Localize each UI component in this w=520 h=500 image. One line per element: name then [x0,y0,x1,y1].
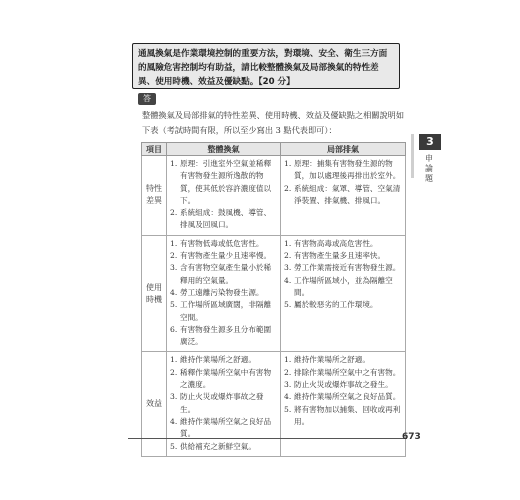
list-item [284,262,403,274]
comparison-table [141,142,406,457]
point-text: 原理：引進室外空氣並稀釋有害物發生源所逸散的物質，使其低於容許濃度值以下。 [180,159,272,205]
page-number: 673 [402,432,421,442]
list-item [170,287,278,299]
point-text: 工作場所區域小，並為隔離空間。 [294,275,393,297]
point-text: 防止火災或爆炸事故之發生。 [180,392,264,414]
point-number: 3. [170,263,178,273]
point-number: 1. [170,159,178,168]
footer-rule [128,438,407,439]
list-item [284,354,403,366]
point-number: 1. [170,355,178,365]
point-number: 3. [170,392,178,402]
list-item [284,275,403,300]
answer-badge: 答 [138,93,156,105]
row-item-label: 效益 [142,352,167,456]
list-item [170,354,278,366]
point-number: 2. [170,367,178,377]
list-item [170,299,278,324]
table-header-row [142,143,406,156]
point-text: 工作場所區域廣闊，非隔離空間。 [180,300,272,322]
question-text: 通風換氣是作業環境控制的重要方法，對環境、安全、衛生三方面的風險危害控制均有助益，請比較整體換氣及局部換氣的特性差異、使用時機、效益及優缺點。【20 分】 [138,49,388,87]
general-ventilation-cell [167,156,281,236]
point-number: 4. [284,392,292,402]
point-text: 原理：捕集有害物發生源的物質，加以處理後再排出於室外。 [294,159,401,181]
point-text: 勞工遠離污染物發生源。 [180,287,264,297]
point-number: 5. [284,404,292,414]
point-number: 3. [284,263,292,273]
chapter-label: 申論題 [425,154,433,183]
point-number: 2. [170,251,178,261]
list-item [170,250,278,262]
list-item [284,158,403,183]
point-text: 維持作業場所之舒適。 [180,355,256,365]
point-list [284,238,403,312]
list-item [284,391,403,403]
list-item [284,299,403,311]
point-text: 有害物產生量多且速率快。 [294,251,386,261]
point-number: 1. [284,238,292,248]
point-number: 1. [284,355,292,365]
point-text: 有害物發生源多且分布範圍廣泛。 [180,324,272,347]
header-item: 項目 [142,143,167,156]
point-number: 4. [284,275,292,285]
list-item [284,367,403,379]
chapter-number-tab: 3 [419,134,441,150]
point-text: 供給補充之新鮮空氣。 [180,441,256,451]
local-exhaust-cell [281,235,406,352]
point-number: 2. [284,251,292,261]
list-item [170,441,278,453]
answer-intro: 整體換氣及局部排氣的特性差異、使用時機、效益及優缺點之相關說明如下表（考試時間有限，所以至少寫出 3 點代表即可）： [142,110,405,135]
point-text: 將有害物加以捕集、回收或再利用。 [294,404,401,426]
list-item [170,367,278,392]
point-text: 有害物低毒或低危害性。 [180,238,264,248]
point-number: 2. [284,367,292,377]
point-text: 維持作業場所之舒適。 [294,355,370,365]
list-item [170,238,278,250]
list-item [284,379,403,391]
point-list [170,238,278,349]
point-number: 1. [170,238,178,248]
question-box [132,43,400,89]
point-number: 2. [284,183,292,193]
table-row [142,352,406,456]
point-number: 4. [170,416,178,426]
list-item [170,207,278,232]
point-text: 排除作業場所空氣中之有害物。 [294,367,401,377]
point-text: 勞工作業需接近有害物發生源。 [294,263,401,273]
chapter-side-rule [411,134,414,178]
point-text: 含有害物空氣產生量小於稀釋用的空氣量。 [180,263,272,285]
point-text: 維持作業場所空氣之良好品質。 [294,392,401,402]
list-item [284,183,403,208]
point-list [284,354,403,428]
general-ventilation-cell [167,352,281,456]
list-item [170,158,278,207]
list-item [170,262,278,287]
point-number: 6. [170,324,178,334]
point-text: 維持作業場所空氣之良好品質。 [180,416,272,439]
point-number: 5. [170,441,178,451]
table-row [142,156,406,236]
point-list [170,158,278,232]
row-item-label: 使用 時機 [142,235,167,352]
header-general-ventilation: 整體換氣 [167,143,281,156]
point-text: 防止火災或爆炸事故之發生。 [294,380,393,390]
point-text: 屬於較惡劣的工作環境。 [294,300,378,310]
local-exhaust-cell [281,352,406,456]
list-item [170,416,278,441]
local-exhaust-cell [281,156,406,236]
list-item [170,391,278,416]
point-number: 5. [170,300,178,310]
list-item [284,238,403,250]
list-item [284,404,403,429]
point-text: 系統組成：氣罩、導管、空氣清淨裝置、排氣機、排風口。 [294,183,401,205]
point-text: 系統組成：鼓風機、導管、排風及回風口。 [180,208,272,230]
general-ventilation-cell [167,235,281,352]
point-text: 稀釋作業場所空氣中有害物之濃度。 [180,367,272,390]
list-item [284,250,403,262]
row-item-label: 特性 差異 [142,156,167,236]
point-text: 有害物高毒或高危害性。 [294,238,378,248]
list-item [170,324,278,349]
point-number: 3. [284,380,292,390]
point-number: 1. [284,159,292,168]
point-list [284,158,403,207]
table-row [142,235,406,352]
point-number: 5. [284,300,292,310]
point-number: 2. [170,208,178,218]
point-text: 有害物產生量少且速率慢。 [180,251,272,261]
header-local-exhaust: 局部排氣 [281,143,406,156]
point-number: 4. [170,287,178,297]
